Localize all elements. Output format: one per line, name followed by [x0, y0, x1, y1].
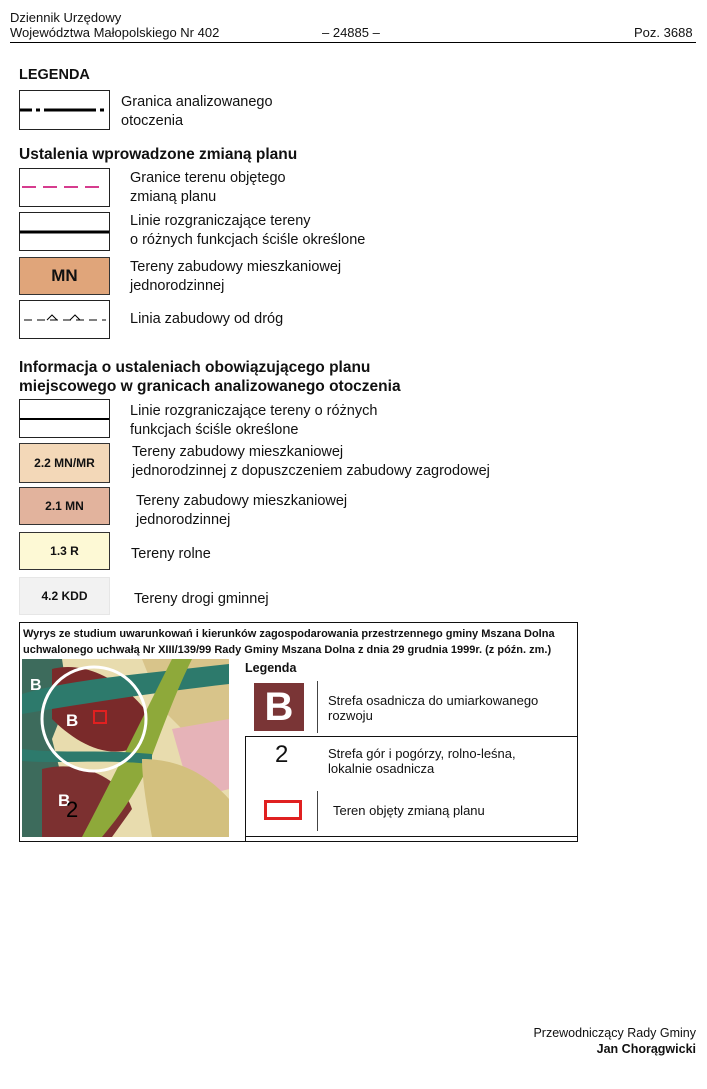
section2-title-1: Informacja o ustaleniach obowiązującego planu: [19, 359, 371, 376]
mn-mr-code-swatch: 2.2 MN/MR: [19, 443, 110, 483]
study-map: [22, 659, 229, 837]
map-label-2: 2: [66, 797, 79, 822]
building-line-icon: [20, 301, 109, 338]
kdd-code-swatch: 4.2 KDD: [19, 577, 110, 615]
solid-line-symbol: [19, 212, 110, 251]
journal-subtitle: Województwa Małopolskiego Nr 402: [10, 25, 220, 40]
s1-item3-line2: jednorodzinnej: [130, 278, 225, 294]
extract-title-2: uchwalonego uchwałą Nr XIII/139/99 Rady Gminy Mszana Dolna z dnia 29 grudnia 1999r. (z późn. zm.): [23, 644, 552, 656]
legend-divider-2: [317, 791, 318, 831]
rolne-code-swatch: 1.3 R: [19, 532, 110, 570]
double-line-symbol: [19, 399, 110, 438]
zone-2-symbol: 2: [275, 741, 289, 768]
study-extract-panel: [19, 622, 578, 842]
solid-line-icon: [20, 213, 109, 250]
s2-item4-line1: Tereny rolne: [131, 546, 211, 562]
extract-legend-1-line1: Strefa osadnicza do umiarkowanego: [328, 693, 539, 708]
s1-item3-line1: Tereny zabudowy mieszkaniowej: [130, 259, 342, 275]
journal-title: Dziennik Urzędowy: [10, 10, 122, 25]
section2-title-2: miejscowego w granicach analizowanego otoczenia: [19, 378, 401, 395]
s2-item2-line2: jednorodzinnej z dopuszczeniem zabudowy zagrodowej: [132, 463, 490, 479]
s2-item1-line1: Linie rozgraniczające tereny o różnych: [130, 403, 378, 419]
magenta-dashed-line-icon: [20, 169, 109, 206]
change-area-symbol: [264, 800, 302, 820]
signature-role: Przewodniczący Rady Gminy: [533, 1026, 696, 1040]
boundary-label-1: Granica analizowanego: [121, 94, 273, 110]
map-label-b-3: B: [58, 791, 71, 810]
mn-code-swatch: MN: [19, 257, 110, 295]
plan-change-boundary-symbol: [19, 168, 110, 207]
study-map-graphic: [22, 659, 229, 837]
signature-name: Jan Chorągwicki: [596, 1042, 696, 1056]
position-number: Poz. 3688: [634, 25, 693, 40]
legend-bottom-rule: [245, 836, 578, 837]
extract-legend-title: Legenda: [245, 661, 297, 675]
boundary-symbol: [19, 90, 110, 130]
legend-left-border: [245, 736, 246, 842]
s2-item3-line2: jednorodzinnej: [136, 512, 231, 528]
extract-legend-2-line1: Strefa gór i pogórzy, rolno-leśna,: [328, 746, 516, 761]
extract-legend-2-line2: lokalnie osadnicza: [328, 761, 435, 776]
double-line-icon: [20, 400, 109, 437]
s2-item3-line1: Tereny zabudowy mieszkaniowej: [136, 493, 348, 509]
s2-item1-line2: funkcjach ściśle określone: [130, 422, 299, 438]
mn21-code-swatch: 2.1 MN: [19, 487, 110, 525]
s1-item4-line1: Linia zabudowy od dróg: [130, 311, 284, 327]
map-label-b-2: B: [66, 711, 79, 730]
s1-item2-line2: o różnych funkcjach ściśle określone: [130, 232, 366, 248]
boundary-label-2: otoczenia: [121, 113, 184, 129]
page-number: – 24885 –: [322, 25, 380, 40]
dash-dot-line-icon: [20, 91, 109, 129]
legend-heading: LEGENDA: [19, 67, 90, 83]
map-label-b-1: B: [30, 677, 42, 694]
header-rule: [10, 42, 696, 43]
extract-legend-1-line2: rozwoju: [328, 708, 373, 723]
s2-item2-line1: Tereny zabudowy mieszkaniowej: [132, 444, 344, 460]
s1-item1-line1: Granice terenu objętego: [130, 170, 286, 186]
zone-b-symbol: B: [254, 683, 304, 731]
section1-title: Ustalenia wprowadzone zmianą planu: [19, 146, 298, 163]
extract-title-1: Wyrys ze studium uwarunkowań i kierunków zagospodarowania przestrzennego gminy Mszana Dolna: [23, 628, 555, 640]
legend-separator: [245, 736, 578, 737]
legend-divider-1: [317, 681, 318, 733]
s2-item5-line1: Tereny drogi gminnej: [134, 591, 269, 607]
extract-legend-3-line1: Teren objęty zmianą planu: [333, 803, 485, 818]
s1-item1-line2: zmianą planu: [130, 189, 217, 205]
building-line-symbol: [19, 300, 110, 339]
s1-item2-line1: Linie rozgraniczające tereny: [130, 213, 311, 229]
